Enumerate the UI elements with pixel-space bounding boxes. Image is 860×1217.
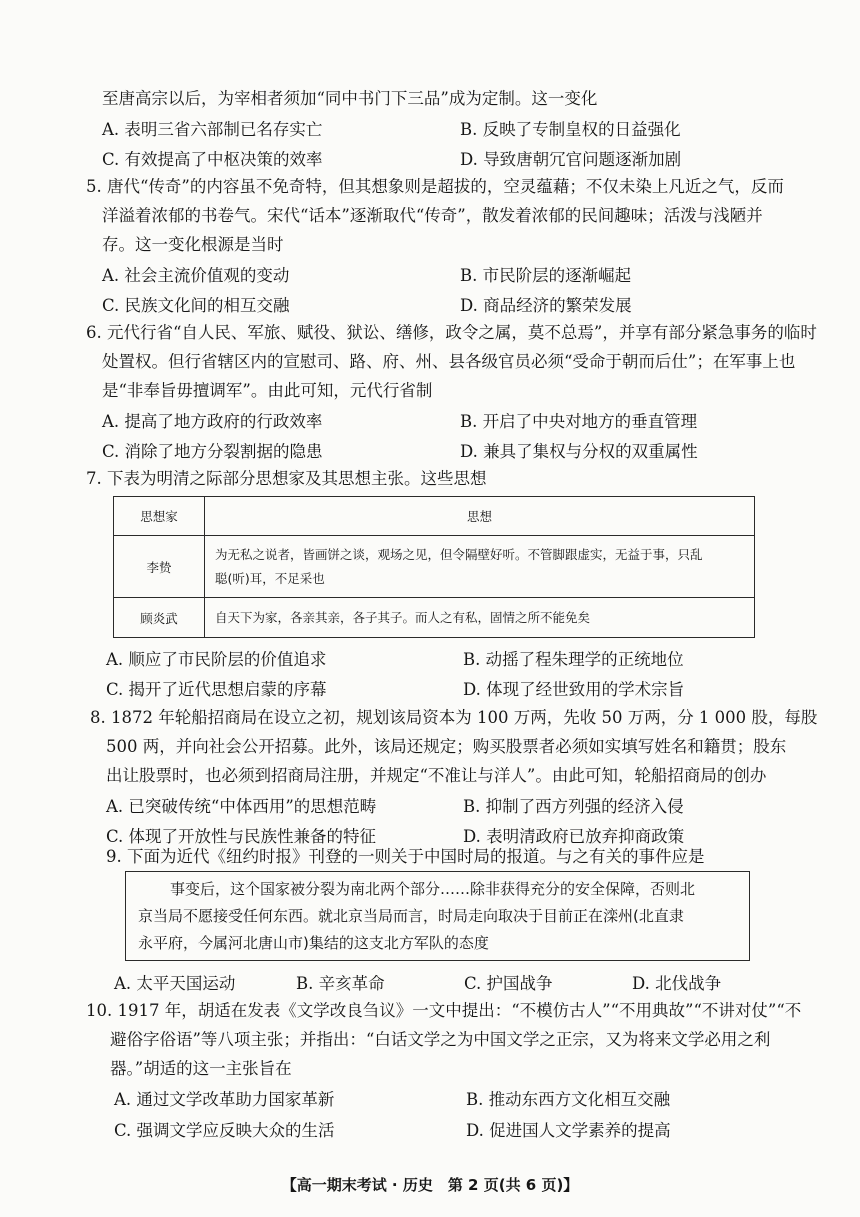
thinker-name: 李贽: [114, 536, 205, 598]
question-stem-line: 器。”胡适的这一主张旨在: [110, 1059, 292, 1078]
option-d[interactable]: D. 导致唐朝冗官问题逐渐加剧: [460, 150, 682, 169]
question-stem-line: 6. 元代行省“自人民、军旅、赋役、狱讼、缮修，政令之属，莫不总焉”，并享有部分紧急事务的临时: [86, 323, 817, 342]
quote-line: 事变后，这个国家被分裂为南北两个部分……除非获得充分的安全保障，否则北: [170, 880, 696, 898]
question-stem-line: 洋溢着浓郁的书卷气。宋代“话本”逐渐取代“传奇”，散发着浓郁的民间趣味；活泼与浅陋并: [102, 206, 763, 225]
question-stem-line: 500 两，并向社会公开招募。此外，该局还规定；购买股票者必须如实填写姓名和籍贯；股东: [106, 737, 787, 756]
option-b[interactable]: B. 反映了专制皇权的日益强化: [460, 120, 681, 139]
option-d[interactable]: D. 兼具了集权与分权的双重属性: [460, 442, 698, 461]
news-quote-box: [125, 871, 750, 961]
option-a[interactable]: A. 顺应了市民阶层的价值追求: [106, 650, 327, 669]
thinker-idea: [205, 598, 755, 638]
page-footer: 【高一期末考试 · 历史 第 2 页(共 6 页)】: [281, 1176, 579, 1194]
option-a[interactable]: A. 太平天国运动: [114, 974, 236, 993]
thinker-idea: [205, 536, 755, 598]
option-a[interactable]: A. 社会主流价值观的变动: [102, 266, 290, 285]
question-stem-line: 是“非奉旨毋擅调军”。由此可知，元代行省制: [102, 381, 433, 400]
question-stem-line: 避俗字俗语”等八项主张；并指出：“白话文学之为中国文学之正宗，又为将来文学必用之利: [110, 1030, 771, 1049]
idea-line: 聪(听)耳，不足采也: [215, 570, 325, 586]
option-d[interactable]: D. 北伐战争: [632, 974, 722, 993]
option-a[interactable]: A. 已突破传统“中体西用”的思想范畴: [106, 797, 377, 816]
option-c[interactable]: C. 民族文化间的相互交融: [102, 296, 290, 315]
question-stem-line: 存。这一变化根源是当时: [102, 235, 284, 254]
option-b[interactable]: B. 动摇了程朱理学的正统地位: [463, 650, 684, 669]
question-stem-line: 7. 下表为明清之际部分思想家及其思想主张。这些思想: [86, 469, 487, 488]
option-c[interactable]: C. 消除了地方分裂割据的隐患: [102, 442, 323, 461]
table-row: [114, 536, 755, 598]
option-d[interactable]: D. 体现了经世致用的学术宗旨: [463, 680, 685, 699]
option-c[interactable]: C. 有效提高了中枢决策的效率: [102, 150, 323, 169]
option-a[interactable]: A. 提高了地方政府的行政效率: [102, 412, 323, 431]
option-b[interactable]: B. 市民阶层的逐渐崛起: [460, 266, 632, 285]
table-header-row: [114, 497, 755, 536]
question-stem-line: 处置权。但行省辖区内的宣慰司、路、府、州、县各级官员必须“受命于朝而后仕”；在军事上也: [102, 352, 796, 371]
option-a[interactable]: A. 通过文学改革助力国家革新: [114, 1090, 335, 1109]
idea-line: 为无私之说者，皆画饼之谈，观场之见，但令隔壁好听。不管脚跟虚实，无益于事，只乱: [215, 546, 703, 562]
option-c[interactable]: C. 揭开了近代思想启蒙的序幕: [106, 680, 327, 699]
question-stem-line: 9. 下面为近代《纽约时报》刊登的一则关于中国时局的报道。与之有关的事件应是: [106, 847, 705, 866]
question-stem-line: 出让股票时，也必须到招商局注册，并规定“不准让与洋人”。由此可知，轮船招商局的创办: [106, 766, 767, 785]
question-stem-line: 8. 1872 年轮船招商局在设立之初，规划该局资本为 100 万两，先收 50 万两，分 1 000 股，每股: [90, 708, 818, 727]
table-header: 思想家: [114, 497, 205, 536]
question-stem-line: 至唐高宗以后，为宰相者须加“同中书门下三品”成为定制。这一变化: [102, 89, 598, 108]
option-d[interactable]: D. 促进国人文学素养的提高: [466, 1121, 671, 1140]
thinker-name: 顾炎武: [114, 598, 205, 638]
thinkers-table: [113, 496, 755, 638]
option-b[interactable]: B. 推动东西方文化相互交融: [466, 1090, 671, 1109]
option-d[interactable]: D. 表明清政府已放弃抑商政策: [463, 827, 685, 846]
table-row: [114, 598, 755, 638]
option-a[interactable]: A. 表明三省六部制已名存实亡: [102, 120, 323, 139]
table-header: 思想: [205, 497, 755, 536]
option-b[interactable]: B. 辛亥革命: [296, 974, 385, 993]
option-c[interactable]: C. 强调文学应反映大众的生活: [114, 1121, 335, 1140]
option-c[interactable]: C. 护国战争: [464, 974, 553, 993]
quote-line: 京当局不愿接受任何东西。就北京当局而言，时局走向取决于目前正在滦州(北直隶: [138, 907, 684, 925]
idea-line: 自天下为家，各亲其亲，各子其子。而人之有私，固情之所不能免矣: [215, 609, 591, 625]
question-stem-line: 5. 唐代“传奇”的内容虽不免奇特，但其想象则是超拔的，空灵蕴藉；不仅未染上凡近之气，反而: [86, 177, 784, 196]
option-d[interactable]: D. 商品经济的繁荣发展: [460, 296, 632, 315]
option-c[interactable]: C. 体现了开放性与民族性兼备的特征: [106, 827, 377, 846]
option-b[interactable]: B. 开启了中央对地方的垂直管理: [460, 412, 698, 431]
question-stem-line: 10. 1917 年，胡适在发表《文学改良刍议》一文中提出：“不模仿古人”“不用典故”“不讲对仗”“不: [86, 1001, 802, 1020]
option-b[interactable]: B. 抑制了西方列强的经济入侵: [463, 797, 684, 816]
quote-line: 永平府，今属河北唐山市)集结的这支北方军队的态度: [138, 934, 489, 952]
